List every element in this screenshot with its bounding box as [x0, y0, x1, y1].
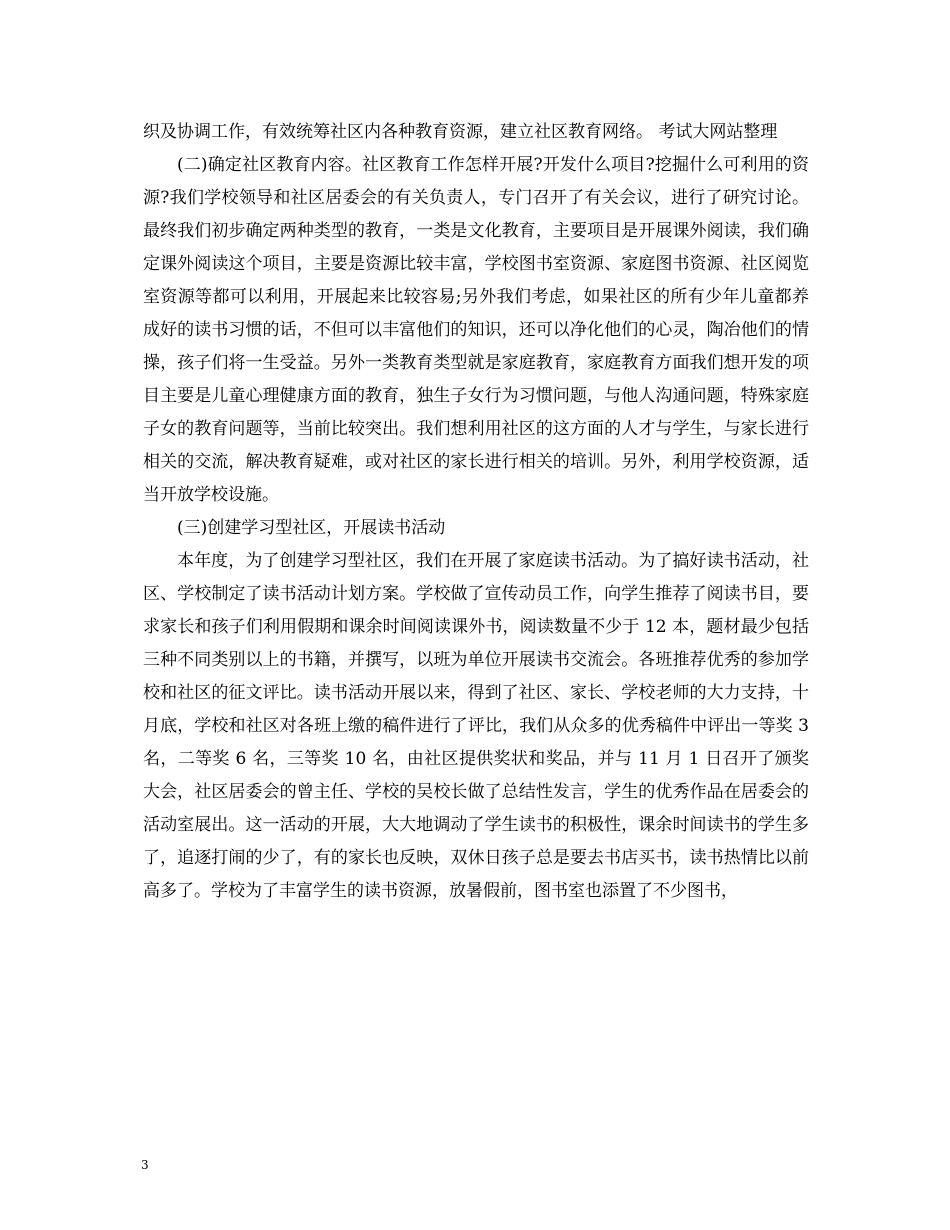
- paragraph-continuation: 织及协调工作，有效统筹社区内各种教育资源，建立社区教育网络。 考试大网站整理: [143, 122, 778, 142]
- paragraph-reading-activity: 本年度，为了创建学习型社区，我们在开展了家庭读书活动。为了搞好读书活动，社区、学校制定了读书活动计划方案。学校做了宣传动员工作，向学生推荐了阅读书目，要求家长和孩子们利用假期和课余时间阅读课外书，阅读数量不少于 12 本，题材最少包括三种不同类别以上的书籍，并撰写，以班为单位开展读书交流会。各班推荐优秀的参加学校和社区的征文评比。读书活动开展以来，得到了社区、家长、学校老师的大力支持，十月底，学校和社区对各班上缴的稿件进行了评比，我们从众多的优秀稿件中评出一等奖 3 名，二等奖 6 名，三等奖 10 名，由社区提供奖状和奖品，并与 11 月 1 日召开了颁奖大会，社区居委会的曾主任、学校的吴校长做了总结性发言，学生的优秀作品在居委会的活动室展出。这一活动的开展，大大地调动了学生读书的积极性，课余时间读书的学生多了，追逐打闹的少了，有的家长也反映，双休日孩子总是要去书店买书，读书热情比以前高多了。学校为了丰富学生的读书资源，放暑假前，图书室也添置了不少图书，: [143, 551, 809, 901]
- page-number: 3: [141, 1158, 149, 1172]
- body-text: [143, 116, 809, 908]
- paragraph-section-two: (二)确定社区教育内容。社区教育工作怎样开展?开发什么项目?挖掘什么可利用的资源?我们学校领导和社区居委会的有关负责人，专门召开了有关会议，进行了研究讨论。最终我们初步确定两种类型的教育，一类是文化教育，主要项目是开展课外阅读，我们确定课外阅读这个项目，主要是资源比较丰富，学校图书室资源、家庭图书资源、社区阅览室资源等都可以利用，开展起来比较容易;另外我们考虑，如果社区的所有少年儿童都养成好的读书习惯的话，不但可以丰富他们的知识，还可以净化他们的心灵，陶冶他们的情操，孩子们将一生受益。另外一类教育类型就是家庭教育，家庭教育方面我们想开发的项目主要是儿童心理健康方面的教育，独生子女行为习惯问题，与他人沟通问题，特殊家庭子女的教育问题等，当前比较突出。我们想利用社区的这方面的人才与学生，与家长进行相关的交流，解决教育疑难，或对社区的家长进行相关的培训。另外，利用学校资源，适当开放学校设施。: [143, 155, 809, 505]
- section-three-heading: (三)创建学习型社区，开展读书活动: [177, 518, 446, 538]
